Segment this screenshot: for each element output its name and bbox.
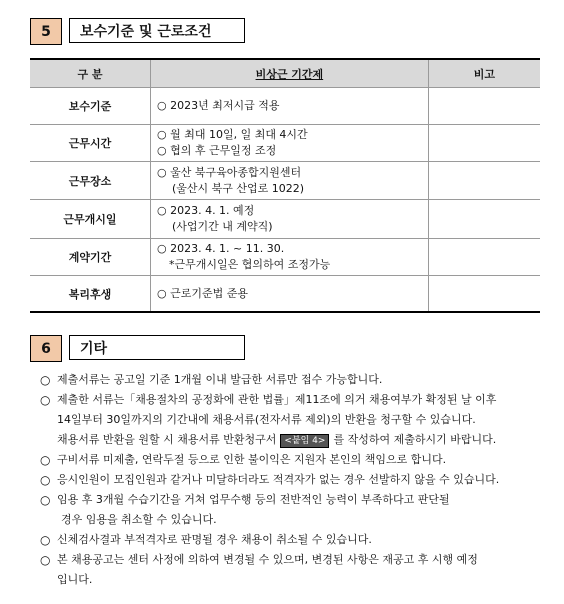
list-item: ○ 구비서류 미제출, 연락두절 등으로 인한 불이익은 지원자 본인의 책임으로 합니다. — [40, 450, 540, 470]
row-label: 보수기준 — [30, 88, 150, 125]
row-content: ○ 2023년 최저시급 적용 — [150, 88, 428, 125]
row-remarks — [428, 88, 540, 125]
section-title: 보수기준 및 근로조건 — [69, 18, 245, 43]
row-remarks — [428, 162, 540, 200]
row-content: ○ 월 최대 10일, 일 최대 4시간 ○ 협의 후 근무일정 조정 — [150, 125, 428, 162]
section-5-header — [30, 18, 245, 45]
row-remarks — [428, 276, 540, 313]
notes-list — [40, 370, 540, 590]
section-6-header — [30, 335, 245, 362]
circle-bullet-icon: ○ — [40, 473, 51, 487]
row-label: 계약기간 — [30, 239, 150, 276]
row-content: ○ 울산 북구육아종합지원센터 (울산시 북구 산업로 1022) — [150, 162, 428, 200]
table-row — [30, 239, 540, 276]
list-item-continuation: 입니다. — [57, 573, 93, 586]
circle-bullet-icon: ○ — [40, 453, 51, 467]
section-number: 5 — [30, 18, 62, 45]
table-header-row — [30, 59, 540, 88]
section-number: 6 — [30, 335, 62, 362]
list-item: ○ 제출서류는 공고일 기준 1개월 이내 발급한 서류만 접수 가능합니다. — [40, 370, 540, 390]
circle-bullet-icon: ○ — [40, 393, 51, 407]
header-category: 구 분 — [30, 59, 150, 88]
attachment-tag: <붙임 4> — [280, 434, 329, 448]
circle-bullet-icon: ○ — [40, 493, 51, 507]
row-remarks — [428, 125, 540, 162]
header-remarks: 비고 — [428, 59, 540, 88]
table-row — [30, 88, 540, 125]
list-item: ○ 신체검사결과 부적격자로 판명될 경우 채용이 취소될 수 있습니다. — [40, 530, 540, 550]
row-remarks — [428, 200, 540, 239]
row-label: 복리후생 — [30, 276, 150, 313]
table-row — [30, 276, 540, 313]
list-item: ○ 응시인원이 모집인원과 같거나 미달하더라도 적격자가 없는 경우 선발하지 않을 수 있습니다. — [40, 470, 540, 490]
table-row — [30, 125, 540, 162]
circle-bullet-icon: ○ — [40, 553, 51, 567]
row-label: 근무개시일 — [30, 200, 150, 239]
list-item: ○ 임용 후 3개월 수습기간을 거쳐 업무수행 등의 전반적인 능력이 부족하다고 판단될 — [40, 490, 540, 510]
header-condition: 비상근 기간제 — [150, 59, 428, 88]
row-label: 근무장소 — [30, 162, 150, 200]
list-item: ○ 본 채용공고는 센터 사정에 의하여 변경될 수 있으며, 변경된 사항은 재공고 후 시행 예정 — [40, 550, 540, 570]
section-title: 기타 — [69, 335, 245, 360]
circle-bullet-icon: ○ — [40, 533, 51, 547]
conditions-table — [30, 58, 540, 313]
list-item: ○ 제출한 서류는「채용절차의 공정화에 관한 법률」제11조에 의거 채용여부가 확정된 날 이후 — [40, 390, 540, 410]
row-content: ○ 2023. 4. 1. 예정 (사업기간 내 계약직) — [150, 200, 428, 239]
table-row — [30, 162, 540, 200]
list-item-continuation: 경우 임용을 취소할 수 있습니다. — [61, 513, 217, 526]
circle-bullet-icon: ○ — [40, 373, 51, 387]
row-label: 근무시간 — [30, 125, 150, 162]
row-remarks — [428, 239, 540, 276]
list-item-continuation: 14일부터 30일까지의 기간내에 채용서류(전자서류 제외)의 반환을 청구할 수 있습니다. — [57, 413, 476, 426]
list-item-continuation: 채용서류 반환을 원할 시 채용서류 반환청구서 <붙임 4> 를 작성하여 제출하시기 바랍니다. — [57, 433, 497, 446]
row-content: ○ 2023. 4. 1. ~ 11. 30. *근무개시일은 협의하여 조정가능 — [150, 239, 428, 276]
row-content: ○ 근로기준법 준용 — [150, 276, 428, 313]
table-row — [30, 200, 540, 239]
